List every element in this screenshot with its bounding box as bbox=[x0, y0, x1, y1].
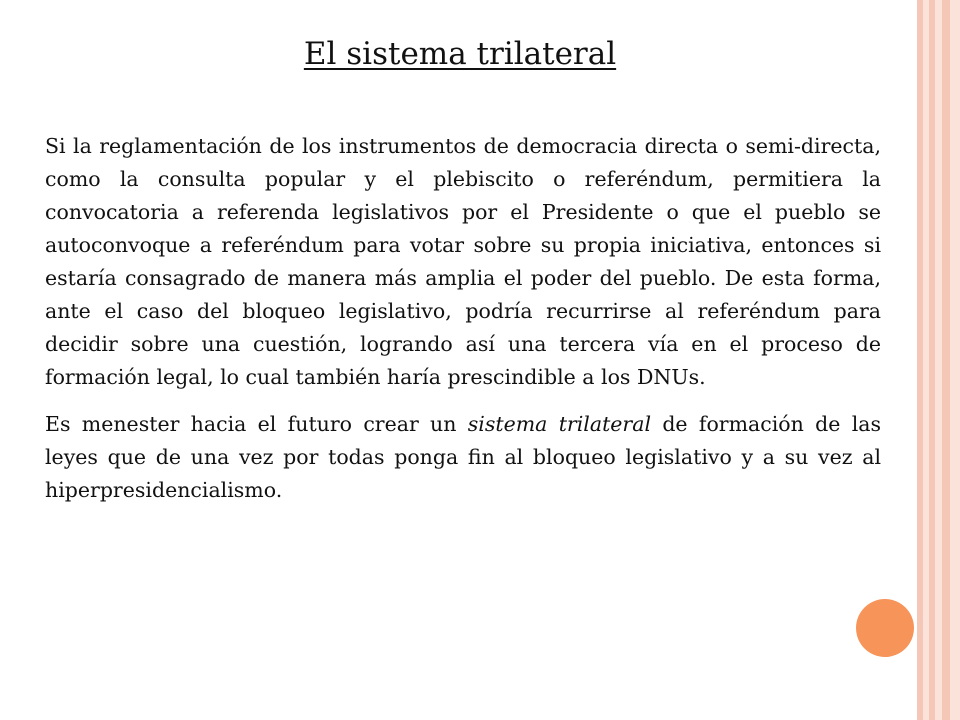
paragraph-1: Si la reglamentación de los instrumentos de democracia directa o semi-directa, como la consulta popular y el plebiscito o referéndum, permitiera la convocatoria a referenda legislativos por el Presidente o que el pueblo se autoconvoque a referéndum para votar sobre su propia iniciativa, entonces si estaría consagrado de manera más amplia el poder del pueblo. De esta forma, ante el caso del bloqueo legislativo, podría recurrirse al referéndum para decidir sobre una cuestión, logrando así una tercera vía en el proceso de formación legal, lo cual también haría prescindible a los DNUs. bbox=[45, 134, 881, 389]
decorative-stripe bbox=[935, 0, 942, 720]
decorative-stripe bbox=[950, 0, 960, 720]
paragraph-2 bbox=[45, 408, 881, 507]
slide-body bbox=[45, 130, 881, 521]
paragraph-2-emphasis: sistema trilateral bbox=[467, 412, 652, 436]
accent-circle-icon bbox=[856, 599, 914, 657]
paragraph-2-after: de formación de las leyes que de una vez por todas ponga fin al bloqueo legislativo y a su vez al hiperpresidencialismo. bbox=[45, 412, 881, 502]
slide-title: El sistema trilateral bbox=[303, 36, 617, 72]
paragraph-2-before: Es menester hacia el futuro crear un bbox=[45, 412, 468, 436]
decorative-stripe bbox=[942, 0, 950, 720]
